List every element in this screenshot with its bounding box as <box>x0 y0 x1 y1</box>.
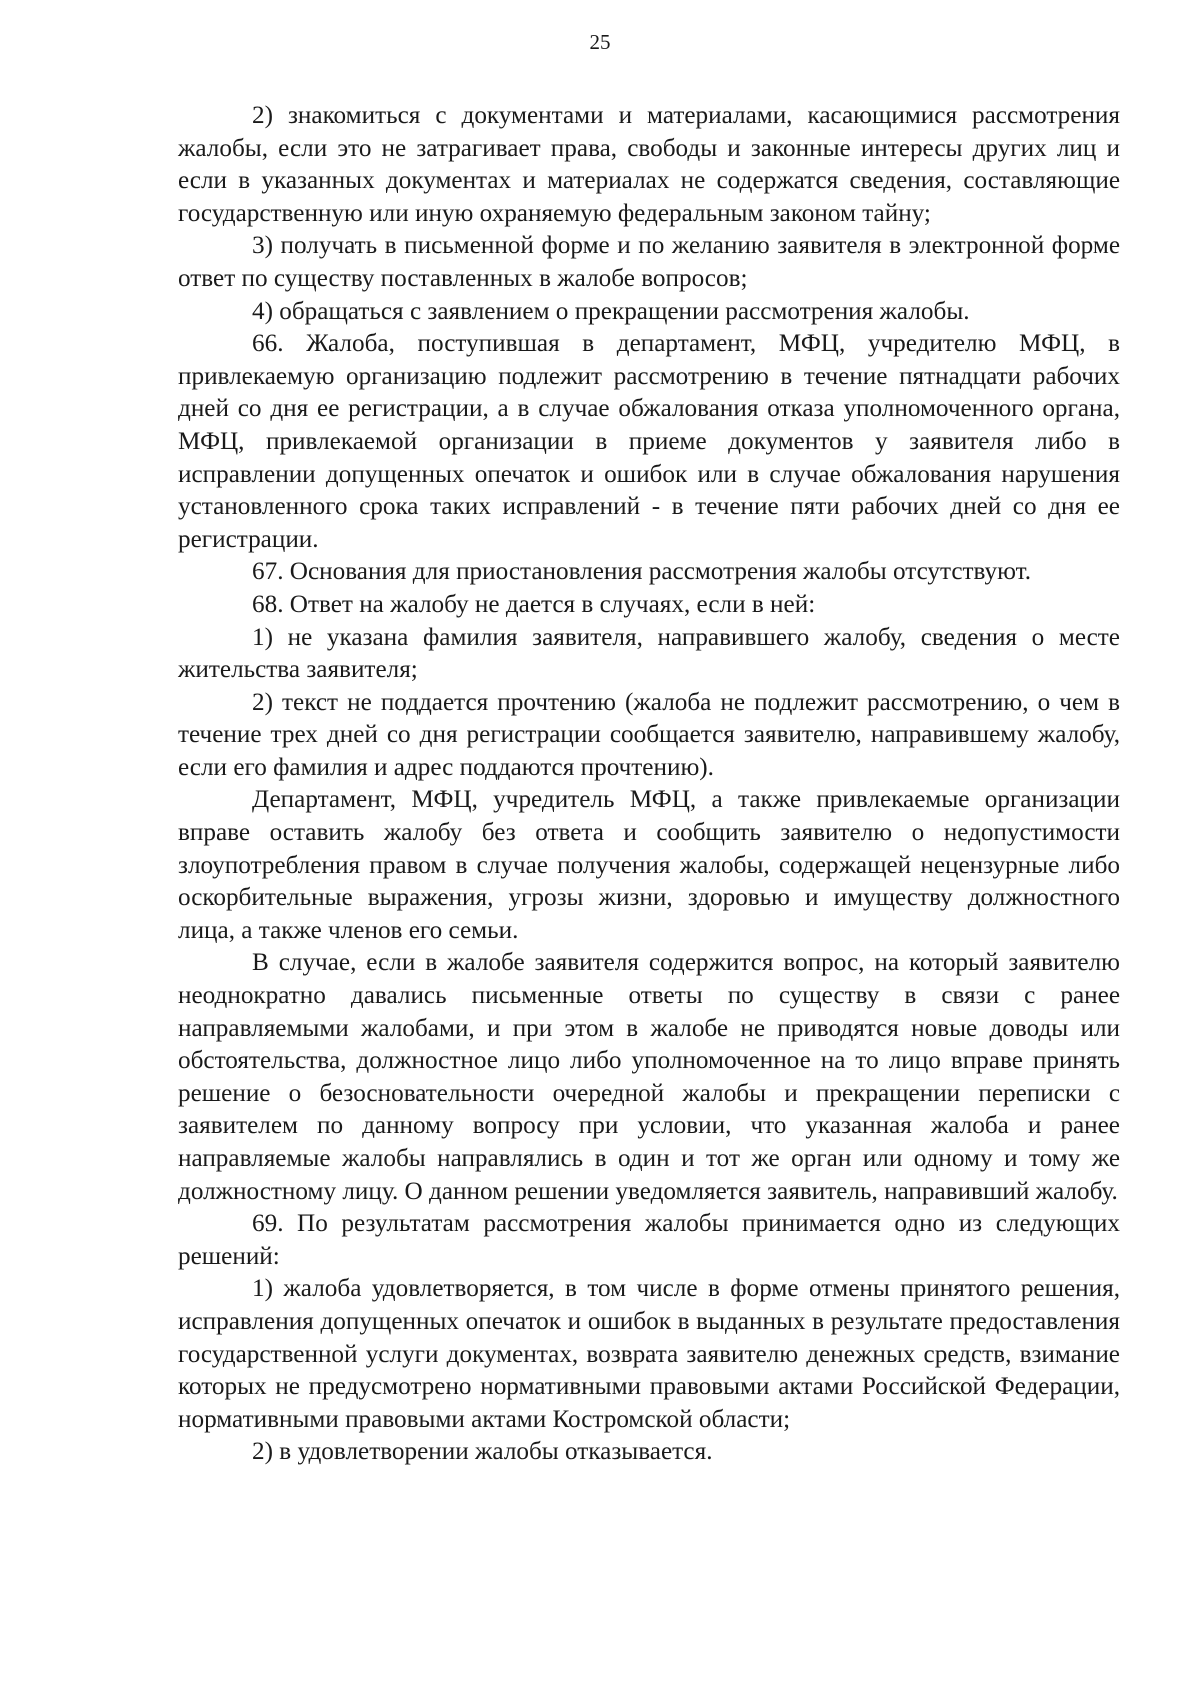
paragraph-69: 69. По результатам рассмотрения жалобы принимается одно из следующих решений: <box>178 1210 1120 1270</box>
paragraph-69-item-2: 2) в удовлетворении жалобы отказывается. <box>252 1438 713 1466</box>
document-body <box>178 100 1120 1469</box>
paragraph-69-item-1: 1) жалоба удовлетворяется, в том числе в форме отмены принятого решения, исправления допущенных опечаток и ошибок в выданных в результате предоставления государственной услуги документах, возврата заявителю денежных средств, взимание которых не предусмотрено нормативными правовыми актами Российской Федерации, нормативными правовыми актами Костромской области; <box>178 1275 1120 1433</box>
page-number: 25 <box>589 30 611 54</box>
paragraph-67: 67. Основания для приостановления рассмотрения жалобы отсутствуют. <box>252 558 1032 586</box>
paragraph-item-4: 4) обращаться с заявлением о прекращении рассмотрения жалобы. <box>252 297 970 325</box>
paragraph-66: 66. Жалоба, поступившая в департамент, МФЦ, учредителю МФЦ, в привлекаемую организацию подлежит рассмотрению в течение пятнадцати рабочих дней со дня ее регистрации, а в случае обжалования отказа уполномоченного органа, МФЦ, привлекаемой организации в приеме документов у заявителя либо в исправлении допущенных опечаток и ошибок или в случае обжалования нарушения установленного срока таких исправлений - в течение пяти рабочих дней со дня ее регистрации. <box>178 330 1120 553</box>
paragraph-68-item-2: 2) текст не поддается прочтению (жалоба не подлежит рассмотрению, о чем в течение трех дней со дня регистрации сообщается заявителю, направившему жалобу, если его фамилия и адрес поддаются прочтению). <box>178 688 1120 781</box>
paragraph-68-item-1: 1) не указана фамилия заявителя, направившего жалобу, сведения о месте жительства заявителя; <box>178 623 1120 684</box>
paragraph-department-rights: Департамент, МФЦ, учредитель МФЦ, а также привлекаемые организации вправе оставить жалобу без ответа и сообщить заявителю о недопустимости злоупотребления правом в случае получения жалобы, содержащей нецензурные либо оскорбительные выражения, угрозы жизни, здоровью и имуществу должностного лица, а также членов его семьи. <box>178 786 1120 944</box>
paragraph-repeated-complaint: В случае, если в жалобе заявителя содержится вопрос, на который заявителю неоднократно давались письменные ответы по существу в связи с ранее направляемыми жалобами, и при этом в жалобе не приводятся новые доводы или обстоятельства, должностное лицо либо уполномоченное на то лицо вправе принять решение о безосновательности очередной жалобы и прекращении переписки с заявителем по данному вопросу при условии, что указанная жалоба и ранее направляемые жалобы направлялись в один и тот же орган или одному и тому же должностному лицу. О данном решении уведомляется заявитель, направивший жалобу. <box>178 949 1120 1205</box>
paragraph-item-2: 2) знакомиться с документами и материалами, касающимися рассмотрения жалобы, если это не затрагивает права, свободы и законные интересы других лиц и если в указанных документах и материалах не содержатся сведения, составляющие государственную или иную охраняемую федеральным законом тайну; <box>178 102 1120 227</box>
paragraph-item-3: 3) получать в письменной форме и по желанию заявителя в электронной форме ответ по существу поставленных в жалобе вопросов; <box>178 232 1120 292</box>
paragraph-68: 68. Ответ на жалобу не дается в случаях, если в ней: <box>252 590 816 618</box>
